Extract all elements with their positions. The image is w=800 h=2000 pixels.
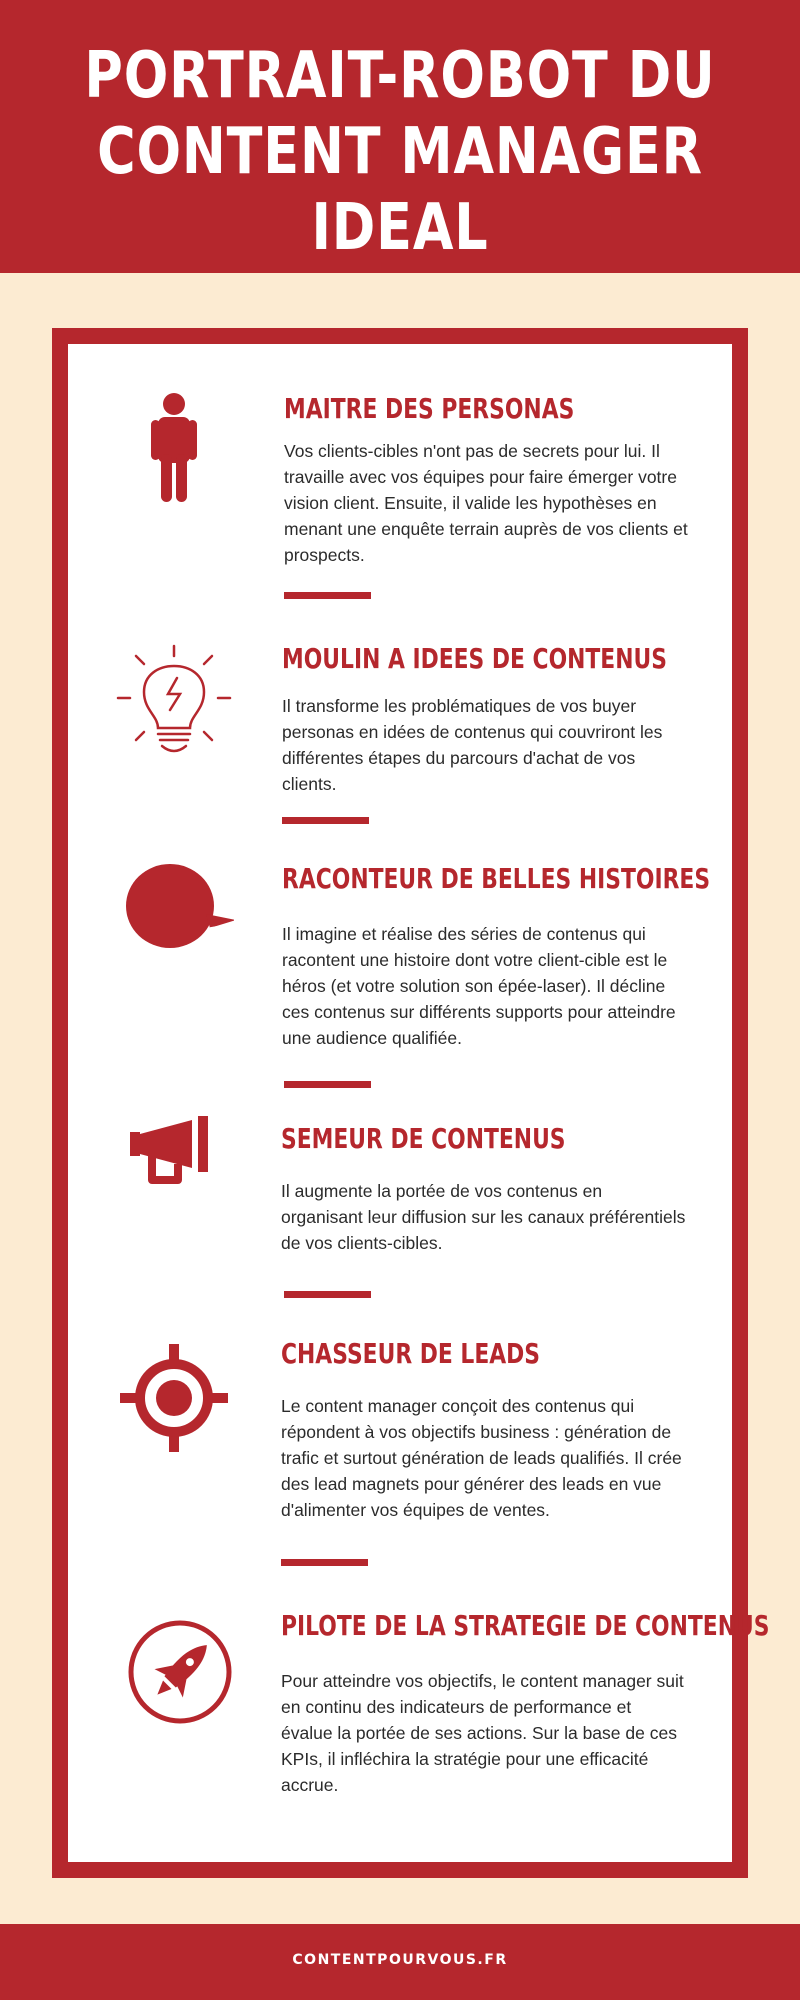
- header-banner: [0, 0, 800, 273]
- section-title-semeur: SEMEUR DE CONTENUS: [281, 1122, 566, 1155]
- person-icon: [114, 392, 234, 512]
- section-title-histoires: RACONTEUR DE BELLES HISTOIRES: [282, 862, 711, 895]
- section-text-histoires: Il imagine et réalise des séries de contenus qui racontent une histoire dont votre client-cible est le héros (et votre solution son épée-laser). Il décline ces contenus sur différents supports pour atteindre une audience qualifiée.: [282, 924, 676, 1048]
- section-text-leads: Le content manager conçoit des contenus qui répondent à vos objectifs business : génération de trafic et surtout génération de leads qualifiés. Il crée des lead magnets pour générer des leads en vue d'alimenter vos équipes de ventes.: [281, 1396, 682, 1520]
- page-title-line-2: CONTENT MANAGER IDEAL: [97, 115, 703, 265]
- page-title-line-1: PORTRAIT-ROBOT DU: [84, 39, 716, 113]
- megaphone-icon: [114, 1110, 234, 1230]
- section-text-strategie: Pour atteindre vos objectifs, le content manager suit en continu des indicateurs de performance et évalue la portée de ses actions. Sur la base de ces KPIs, il infléchira la stratégie pour une efficacité accrue.: [281, 1671, 684, 1795]
- rocket-icon: [114, 1612, 234, 1732]
- section-text-personas: Vos clients-cibles n'ont pas de secrets pour lui. Il travaille avec vos équipes pour faire émerger votre vision client. Ensuite, il valide les hypothèses en menant une enquête terrain auprès de vos clients et prospects.: [284, 441, 688, 565]
- section-divider: [284, 1291, 371, 1298]
- section-divider: [281, 1559, 368, 1566]
- page-title: [72, 38, 728, 266]
- section-divider: [284, 592, 371, 599]
- footer-banner: [0, 1924, 800, 2000]
- footer-site-link[interactable]: CONTENTPOURVOUS.FR: [292, 1952, 508, 1968]
- section-title-idees: MOULIN A IDEES DE CONTENUS: [282, 642, 667, 675]
- section-title-strategie: PILOTE DE LA STRATEGIE DE CONTENUS: [281, 1609, 770, 1642]
- lightbulb-icon: [114, 642, 234, 762]
- section-text-idees: Il transforme les problématiques de vos buyer personas en idées de contenus qui couvriront les différentes étapes du parcours d'achat de vos clients.: [282, 696, 663, 794]
- section-title-leads: CHASSEUR DE LEADS: [281, 1337, 541, 1370]
- section-text-semeur: Il augmente la portée de vos contenus en organisant leur diffusion sur les canaux préférentiels de vos clients-cibles.: [281, 1181, 686, 1253]
- target-icon: [114, 1338, 234, 1458]
- section-divider: [282, 817, 369, 824]
- section-title-personas: MAITRE DES PERSONAS: [284, 392, 575, 425]
- section-divider: [284, 1081, 371, 1088]
- speech-bubble-icon: [114, 858, 234, 978]
